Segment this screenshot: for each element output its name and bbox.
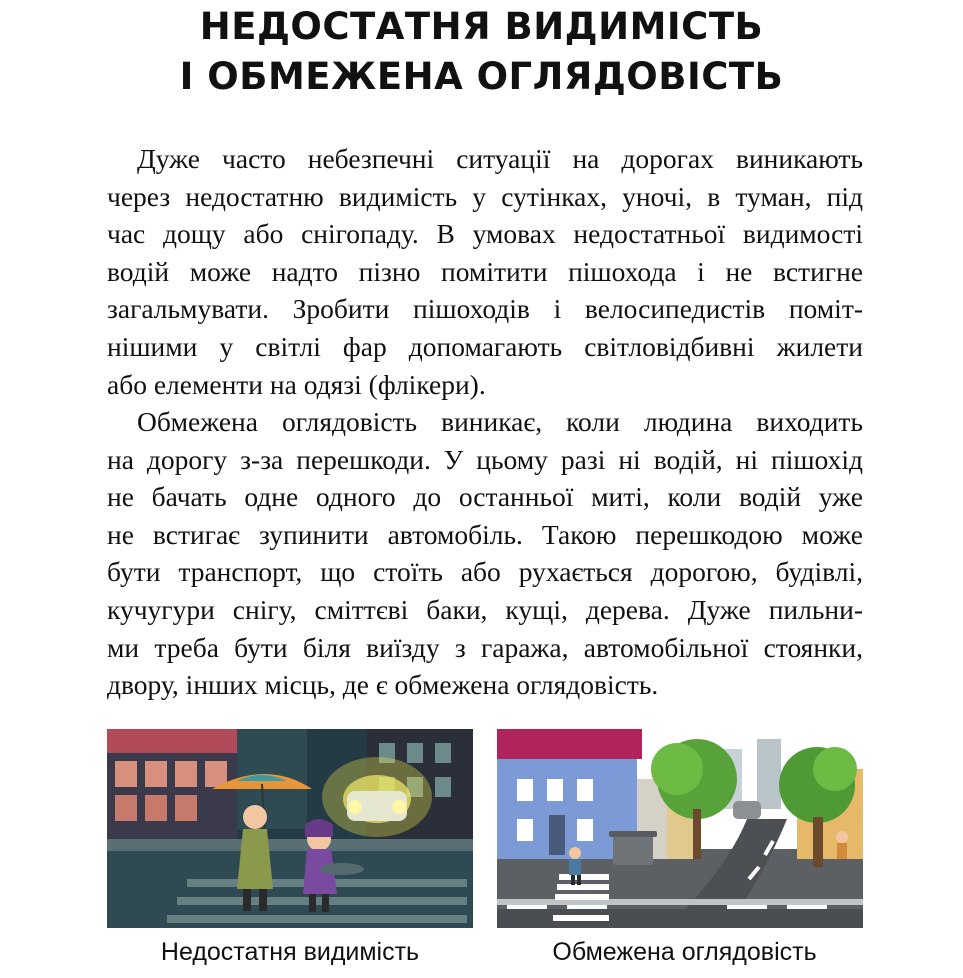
text-line: не бачать одне одного до останньої миті, коли водій уже bbox=[107, 481, 863, 513]
paragraph-visibility bbox=[107, 140, 863, 403]
text-line: двору, інших місць, де є обмежена оглядовість. bbox=[107, 669, 659, 701]
text-line: ми треба бути біля виїзду з гаража, автомобільної стоянки, bbox=[107, 631, 863, 663]
title-line-2: І ОБМЕЖЕНА ОГЛЯДОВІСТЬ bbox=[179, 55, 784, 98]
caption-limited-view: Обмежена оглядовість bbox=[552, 938, 817, 966]
text-line: не встигає зупинити автомобіль. Такою перешкодою може bbox=[107, 518, 863, 550]
text-line: Дуже часто небезпечні ситуації на дорогах виникають bbox=[137, 143, 863, 174]
text-line: час дощу або снігопаду. В умовах недостатньої видимості bbox=[107, 218, 863, 250]
paragraph-limited-view bbox=[107, 403, 863, 704]
title-line-1: НЕДОСТАТНЯ ВИДИМІСТЬ bbox=[199, 5, 764, 48]
text-line: бути транспорт, що стоїть або рухається дорогою, будівлі, bbox=[107, 556, 863, 588]
text-line: на дорогу з-за перешкоди. У цьому разі ні водій, ні пішохід bbox=[107, 443, 863, 475]
text-line: або елементи на одязі (флікери). bbox=[107, 368, 486, 400]
text-line: через недостатню видимість у сутінках, уночі, в туман, під bbox=[107, 180, 863, 212]
text-line: загальмувати. Зробити пішоходів і велосипедистів поміт- bbox=[107, 293, 863, 325]
rainy-night-illustration bbox=[107, 729, 473, 928]
text-line: нішими у світлі фар допомагають світловідбивні жилети bbox=[107, 330, 863, 362]
text-line: Обмежена оглядовість виникає, коли людина виходить bbox=[137, 406, 863, 437]
limited-view-illustration bbox=[497, 729, 863, 928]
text-line: кучугури снігу, сміттєві баки, кущі, дерева. Дуже пильни- bbox=[107, 593, 863, 625]
caption-poor-visibility: Недостатня видимість bbox=[160, 938, 420, 966]
page-title bbox=[0, 2, 963, 102]
text-line: водій може надто пізно помітити пішохода і не встигне bbox=[107, 255, 863, 287]
